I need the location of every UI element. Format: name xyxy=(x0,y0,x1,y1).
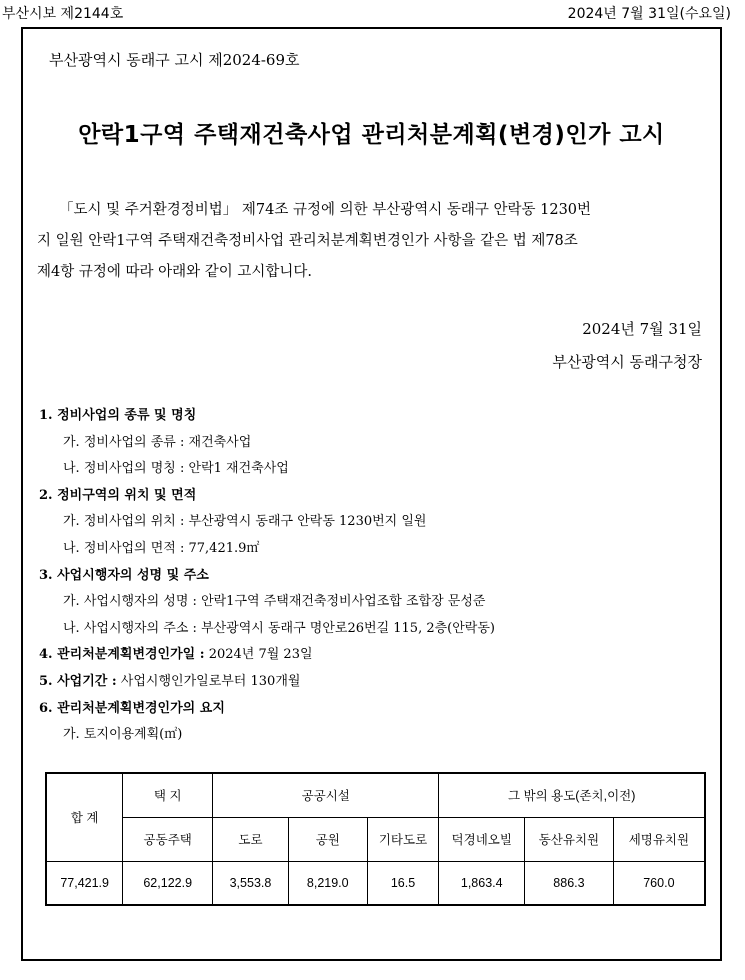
notice-body xyxy=(37,195,702,288)
list-item: 가. 사업시행자의 성명 : 안락1구역 주택재건축정비사업조합 조합장 문성준 xyxy=(63,594,486,610)
table-cell: 77,421.9 xyxy=(46,861,123,905)
list-item xyxy=(39,483,699,510)
total-header: 합 계 xyxy=(46,773,123,861)
body-line: 제4항 규정에 따라 아래와 같이 고시합니다. xyxy=(37,264,312,280)
sub-header: 동산유치원 xyxy=(525,817,614,861)
list-item: 가. 토지이용계획(㎡) xyxy=(63,727,183,743)
item-value: 2024년 7월 23일 xyxy=(204,647,313,663)
table-cell: 760.0 xyxy=(613,861,705,905)
sub-header: 도로 xyxy=(213,817,289,861)
notice-title: 안락1구역 주택재건축사업 관리처분계획(변경)인가 고시 xyxy=(78,122,665,148)
table-row xyxy=(46,861,705,905)
list-item: 나. 사업시행자의 주소 : 부산광역시 동래구 명안로26번길 115, 2층(안락동) xyxy=(63,620,495,636)
item-heading: 5. 사업기간 : xyxy=(39,673,117,689)
table-cell: 886.3 xyxy=(525,861,614,905)
sub-header: 공동주택 xyxy=(123,817,213,861)
item-heading: 2. 정비구역의 위치 및 면적 xyxy=(39,487,197,503)
table-cell: 16.5 xyxy=(367,861,439,905)
list-item: 가. 정비사업의 종류 : 재건축사업 xyxy=(63,434,252,450)
table-cell: 62,122.9 xyxy=(123,861,213,905)
sub-header: 세명유치원 xyxy=(613,817,705,861)
sub-header: 기타도로 xyxy=(367,817,439,861)
table-cell: 8,219.0 xyxy=(288,861,367,905)
list-item xyxy=(39,403,699,430)
item-list xyxy=(39,403,699,749)
table-cell: 1,863.4 xyxy=(439,861,525,905)
gazette-date: 2024년 7월 31일(수요일) xyxy=(567,6,731,22)
table-subheader-row xyxy=(46,817,705,861)
item-heading: 3. 사업시행자의 성명 및 주소 xyxy=(39,567,209,583)
body-line: 「도시 및 주거환경정비법」 제74조 규정에 의한 부산광역시 동래구 안락동 1230번 xyxy=(59,202,592,218)
gazette-header xyxy=(0,0,745,26)
list-item: 가. 정비사업의 위치 : 부산광역시 동래구 안락동 1230번지 일원 xyxy=(63,514,427,530)
list-item xyxy=(39,563,699,590)
group-header: 그 밖의 용도(존치,이전) xyxy=(439,773,705,817)
sub-header: 공원 xyxy=(288,817,367,861)
sub-header: 덕경네오빌 xyxy=(439,817,525,861)
body-line: 지 일원 안락1구역 주택재건축정비사업 관리처분계획변경인가 사항을 같은 법 제78조 xyxy=(37,233,578,249)
table-header-row xyxy=(46,773,705,817)
table-cell: 3,553.8 xyxy=(213,861,289,905)
notice-number: 부산광역시 동래구 고시 제2024-69호 xyxy=(49,51,300,69)
list-item: 나. 정비사업의 명칭 : 안락1 재건축사업 xyxy=(63,461,289,477)
list-item xyxy=(39,669,699,696)
list-item: 나. 정비사업의 면적 : 77,421.9㎡ xyxy=(63,540,260,556)
notice-issuer: 부산광역시 동래구청장 xyxy=(552,353,702,371)
item-heading: 4. 관리처분계획변경인가일 : xyxy=(39,647,205,663)
item-heading: 1. 정비사업의 종류 및 명칭 xyxy=(39,408,197,423)
group-header: 공공시설 xyxy=(213,773,439,817)
item-heading: 6. 관리처분계획변경인가의 요지 xyxy=(39,700,225,716)
list-item xyxy=(39,642,699,669)
gazette-number: 부산시보 제2144호 xyxy=(2,6,124,22)
group-header: 택 지 xyxy=(123,773,213,817)
item-value: 사업시행인가일로부터 130개월 xyxy=(116,673,301,689)
notice-date: 2024년 7월 31일 xyxy=(582,320,702,338)
notice-frame xyxy=(21,27,722,961)
list-item xyxy=(39,696,699,723)
land-use-table xyxy=(45,772,706,906)
